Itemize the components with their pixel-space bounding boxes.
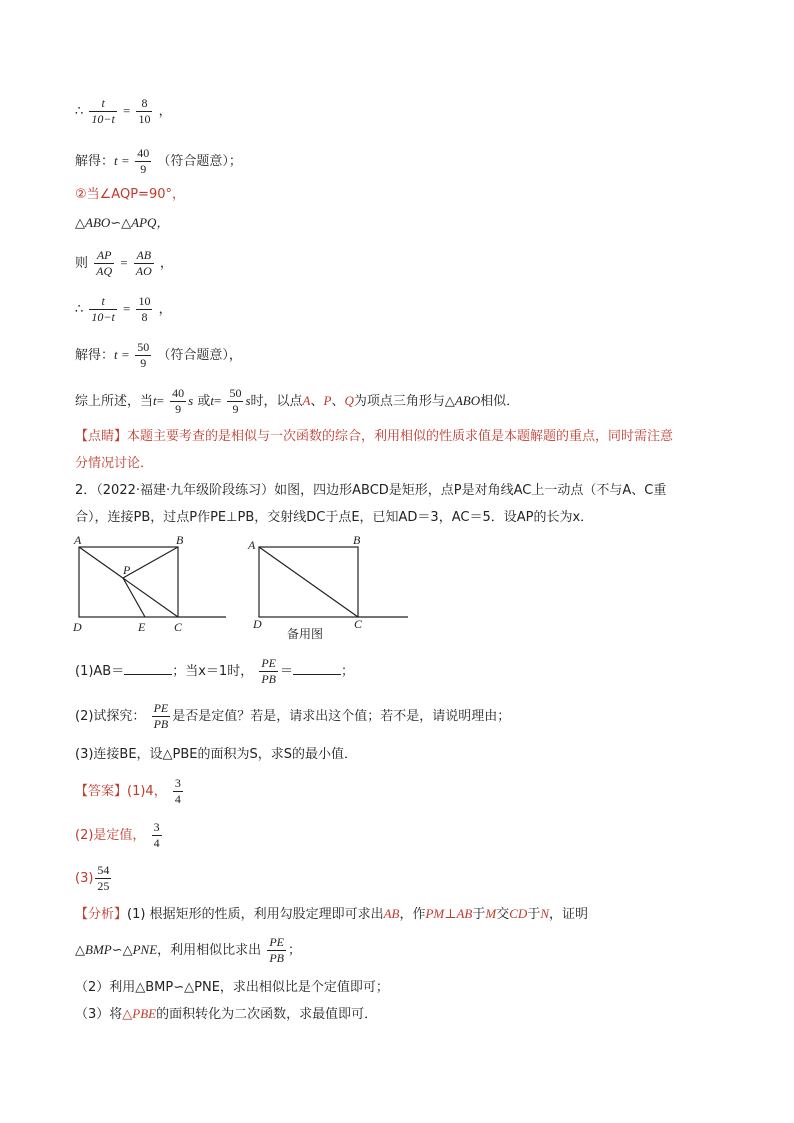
label-c: C <box>354 617 363 631</box>
label-c: C <box>174 620 183 634</box>
fraction: $\frac{PE}{PB}$ <box>261 656 277 686</box>
label-d: D <box>73 620 82 634</box>
solution-line-1: 解得：t = $\frac{40}{9}$ （符合题意）； <box>75 146 242 176</box>
ratio-line: 则 $\frac{AP}{AQ}$ = $\frac{AB}{AO}$ ， <box>75 248 173 278</box>
fraction: $\frac{3}{4}$ <box>174 776 181 806</box>
fraction: $\frac{8}{10}$ <box>138 96 151 126</box>
fraction: $\frac{AB}{AO}$ <box>135 248 152 278</box>
question-1: (1)AB＝ ；当x＝1时， $\frac{PE}{PB}$ ＝ ； <box>75 656 355 686</box>
fraction: $\frac{54}{25}$ <box>97 863 110 893</box>
fraction: $\frac{PE}{PB}$ <box>153 701 169 731</box>
case-2-heading: ②当∠AQP=90°， <box>75 187 185 202</box>
fraction: $\frac{PE}{PB}$ <box>269 935 284 965</box>
analysis-line-1: 【分析】(1) 根据矩形的性质，利用勾股定理即可求出AB，作PM⊥AB于M交CD于N，证明 <box>75 906 589 922</box>
analysis-line-2: △BMP∽△PNE，利用相似比求出 $\frac{PE}{PB}$ ； <box>75 935 301 965</box>
answer-blank <box>124 662 172 675</box>
equation-line-2: ∴ $\frac{t}{10-t}$ = $\frac{10}{8}$ ， <box>75 294 172 324</box>
question-3: (3)连接BE，设△PBE的面积为S，求S的最小值． <box>75 747 358 762</box>
answer-1: 【答案】(1)4， $\frac{3}{4}$ <box>75 776 181 806</box>
label-b: B <box>353 533 361 547</box>
key-point-line-2: 分情况讨论． <box>75 456 154 471</box>
equation-line-1: ∴ $\frac{t}{10-t}$ = $\frac{8}{10}$ ， <box>75 96 172 126</box>
figure-2 <box>247 533 408 640</box>
label-e: E <box>138 620 146 634</box>
fraction: $\frac{10}{8}$ <box>138 294 151 324</box>
key-point-line-1: 【点睛】本题主要考查的是相似与一次函数的综合，利用相似的性质求值是本题解题的重点，同时需注意 <box>75 429 674 444</box>
summary-line: 综上所述，当t= $\frac{40}{9}$ s 或t= $\frac{50}{9}$ s时，以点A、P、Q为项点三角形与△ABO相似． <box>75 386 520 416</box>
geometry-figures <box>0 530 794 640</box>
label-a: A <box>248 538 256 552</box>
answer-2: (2)是定值， $\frac{3}{4}$ <box>75 820 160 850</box>
fraction: $\frac{40}{9}$ <box>137 146 150 176</box>
problem-2-line-1: 2．（2022·福建·九年级阶段练习）如图，四边形ABCD是矩形，点P是对角线AC上一动点（不与A、C重 <box>75 483 667 498</box>
label-a: A <box>74 533 82 547</box>
analysis-line-4: （3）将△PBE的面积转化为二次函数，求最值即可． <box>75 1006 378 1022</box>
solution-line-2: 解得：t = $\frac{50}{9}$ （符合题意）， <box>75 340 242 370</box>
fraction: $\frac{t}{10-t}$ <box>91 294 115 324</box>
fraction: $\frac{50}{9}$ <box>229 386 242 416</box>
fraction: $\frac{3}{4}$ <box>153 820 160 850</box>
fraction: $\frac{t}{10-t}$ <box>91 96 115 126</box>
fraction: $\frac{50}{9}$ <box>137 340 150 370</box>
fraction: $\frac{40}{9}$ <box>172 386 185 416</box>
analysis-line-3: （2）利用△BMP∽△PNE，求出相似比是个定值即可； <box>75 980 389 995</box>
answer-blank <box>293 662 341 675</box>
problem-2-line-2: 合），连接PB，过点P作PE⊥PB，交射线DC于点E，已知AD＝3，AC＝5．设AP的长为x． <box>75 510 594 525</box>
figure-1 <box>72 533 226 634</box>
label-d: D <box>253 617 262 631</box>
answer-3: (3) $\frac{54}{25}$ <box>75 863 110 893</box>
label-b: B <box>176 533 184 547</box>
figure-caption: 备用图 <box>287 627 324 640</box>
similarity-statement: △ABO∽△APQ， <box>75 215 170 230</box>
question-2: (2)试探究： $\frac{PE}{PB}$ 是否是定值？若是，请求出这个值；若不是，请说明理由； <box>75 701 511 731</box>
fraction: $\frac{AP}{AQ}$ <box>96 248 113 278</box>
label-p: P <box>123 563 131 577</box>
